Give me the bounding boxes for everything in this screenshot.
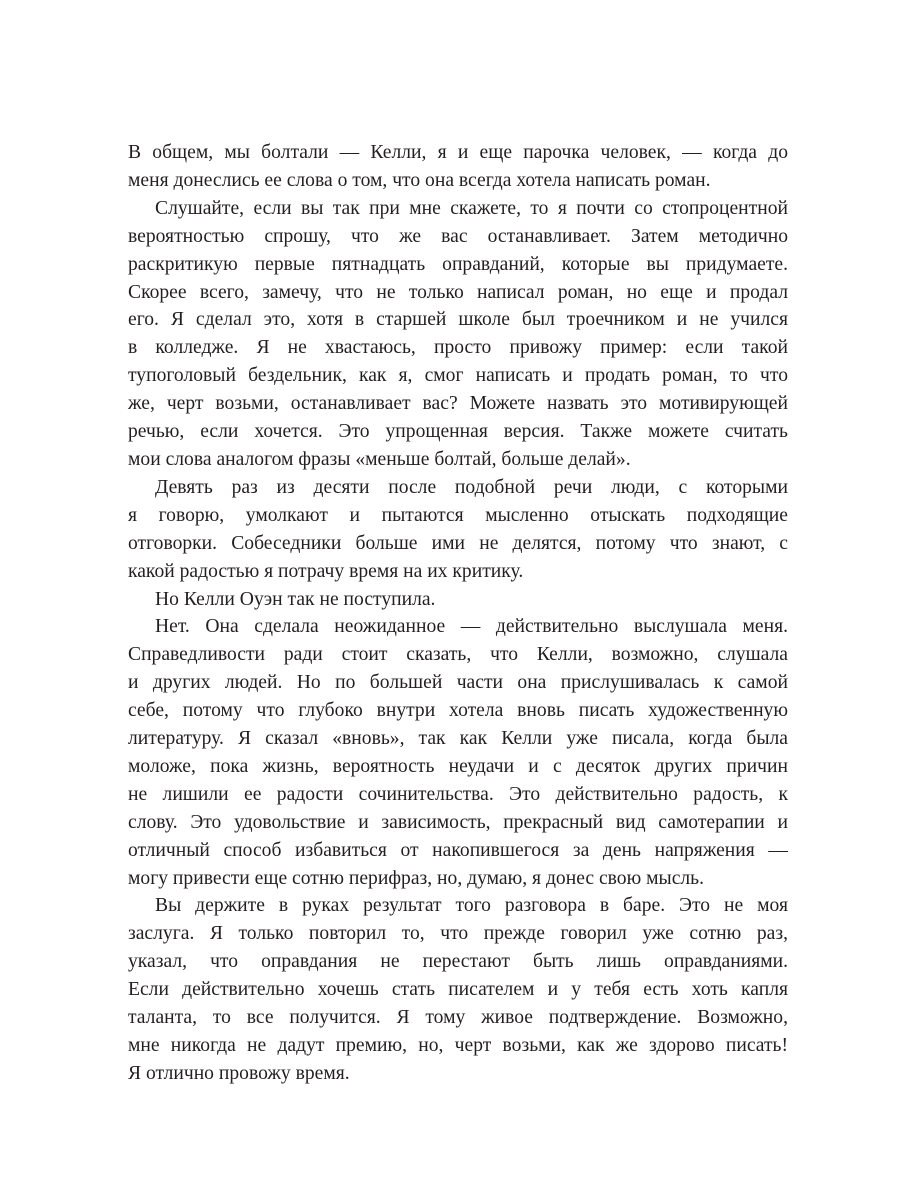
- book-page-body: [128, 139, 788, 1088]
- text-line: раскритикую первые пятнадцать оправданий, которые вы придумаете.: [128, 253, 788, 275]
- text-line: Но Келли Оуэн так не поступила.: [155, 588, 436, 610]
- text-line: вероятностью спрошу, что же вас останавливает. Затем методично: [128, 225, 788, 247]
- text-line: речью, если хочется. Это упрощенная версия. Также можете считать: [128, 421, 788, 443]
- text-line: тупоголовый бездельник, как я, смог написать и продать роман, то что: [128, 365, 788, 387]
- text-line: могу привести еще сотню перифраз, но, думаю, я донес свою мысль.: [128, 867, 704, 889]
- text-line: моложе, пока жизнь, вероятность неудачи и с десяток других причин: [128, 755, 788, 777]
- text-line: указал, что оправдания не перестают быть лишь оправданиями.: [128, 951, 788, 973]
- text-line: я говорю, умолкают и пытаются мысленно отыскать подходящие: [128, 504, 788, 526]
- paragraph-6: [128, 892, 788, 1087]
- text-line: Я отлично провожу время.: [128, 1062, 350, 1084]
- paragraph-4: [128, 586, 788, 614]
- text-line: Скорее всего, замечу, что не только написал роман, но еще и продал: [128, 281, 788, 303]
- text-line: Девять раз из десяти после подобной речи люди, с которыми: [155, 476, 788, 498]
- text-line: мои слова аналогом фразы «меньше болтай, больше делай».: [128, 448, 631, 470]
- text-line: в колледже. Я не хвастаюсь, просто привожу пример: если такой: [128, 337, 788, 359]
- text-line: и других людей. Но по большей части она прислушивалась к самой: [128, 672, 788, 694]
- text-line: заслуга. Я только повторил то, что прежде говорил уже сотню раз,: [128, 923, 788, 945]
- text-line: Нет. Она сделала неожиданное — действительно выслушала меня.: [155, 616, 788, 638]
- text-line: мне никогда не дадут премию, но, черт возьми, как же здорово писать!: [128, 1035, 788, 1056]
- paragraph-3: [128, 474, 788, 586]
- text-line: Справедливости ради стоит сказать, что Келли, возможно, слушала: [128, 644, 788, 666]
- text-line: меня донеслись ее слова о том, что она всегда хотела написать роман.: [128, 169, 711, 191]
- text-line: слову. Это удовольствие и зависимость, прекрасный вид самотерапии и: [128, 811, 788, 833]
- text-line: же, черт возьми, останавливает вас? Можете назвать это мотивирующей: [128, 393, 788, 415]
- text-line: отличный способ избавиться от накопившегося за день напряжения —: [128, 839, 788, 861]
- paragraph-5: [128, 613, 788, 892]
- paragraph-1: [128, 139, 788, 195]
- text-line: таланта, то все получится. Я тому живое подтверждение. Возможно,: [128, 1007, 788, 1029]
- text-line: Вы держите в руках результат того разговора в баре. Это не моя: [155, 895, 788, 917]
- text-line: себе, потому что глубоко внутри хотела вновь писать художественную: [128, 700, 788, 722]
- text-line: не лишили ее радости сочинительства. Это действительно радость, к: [128, 783, 788, 805]
- paragraph-2: [128, 195, 788, 474]
- text-line: отговорки. Собеседники больше ими не делятся, потому что знают, с: [128, 532, 788, 554]
- text-line: литературу. Я сказал «вновь», так как Келли уже писала, когда была: [128, 728, 788, 750]
- text-line: Если действительно хочешь стать писателем и у тебя есть хоть капля: [128, 979, 788, 1001]
- text-line: какой радостью я потрачу время на их критику.: [128, 560, 524, 582]
- text-line: В общем, мы болтали — Келли, я и еще парочка человек, — когда до: [128, 142, 788, 163]
- text-line: его. Я сделал это, хотя в старшей школе был троечником и не учился: [128, 309, 788, 331]
- text-line: Слушайте, если вы так при мне скажете, то я почти со стопроцентной: [155, 197, 788, 219]
